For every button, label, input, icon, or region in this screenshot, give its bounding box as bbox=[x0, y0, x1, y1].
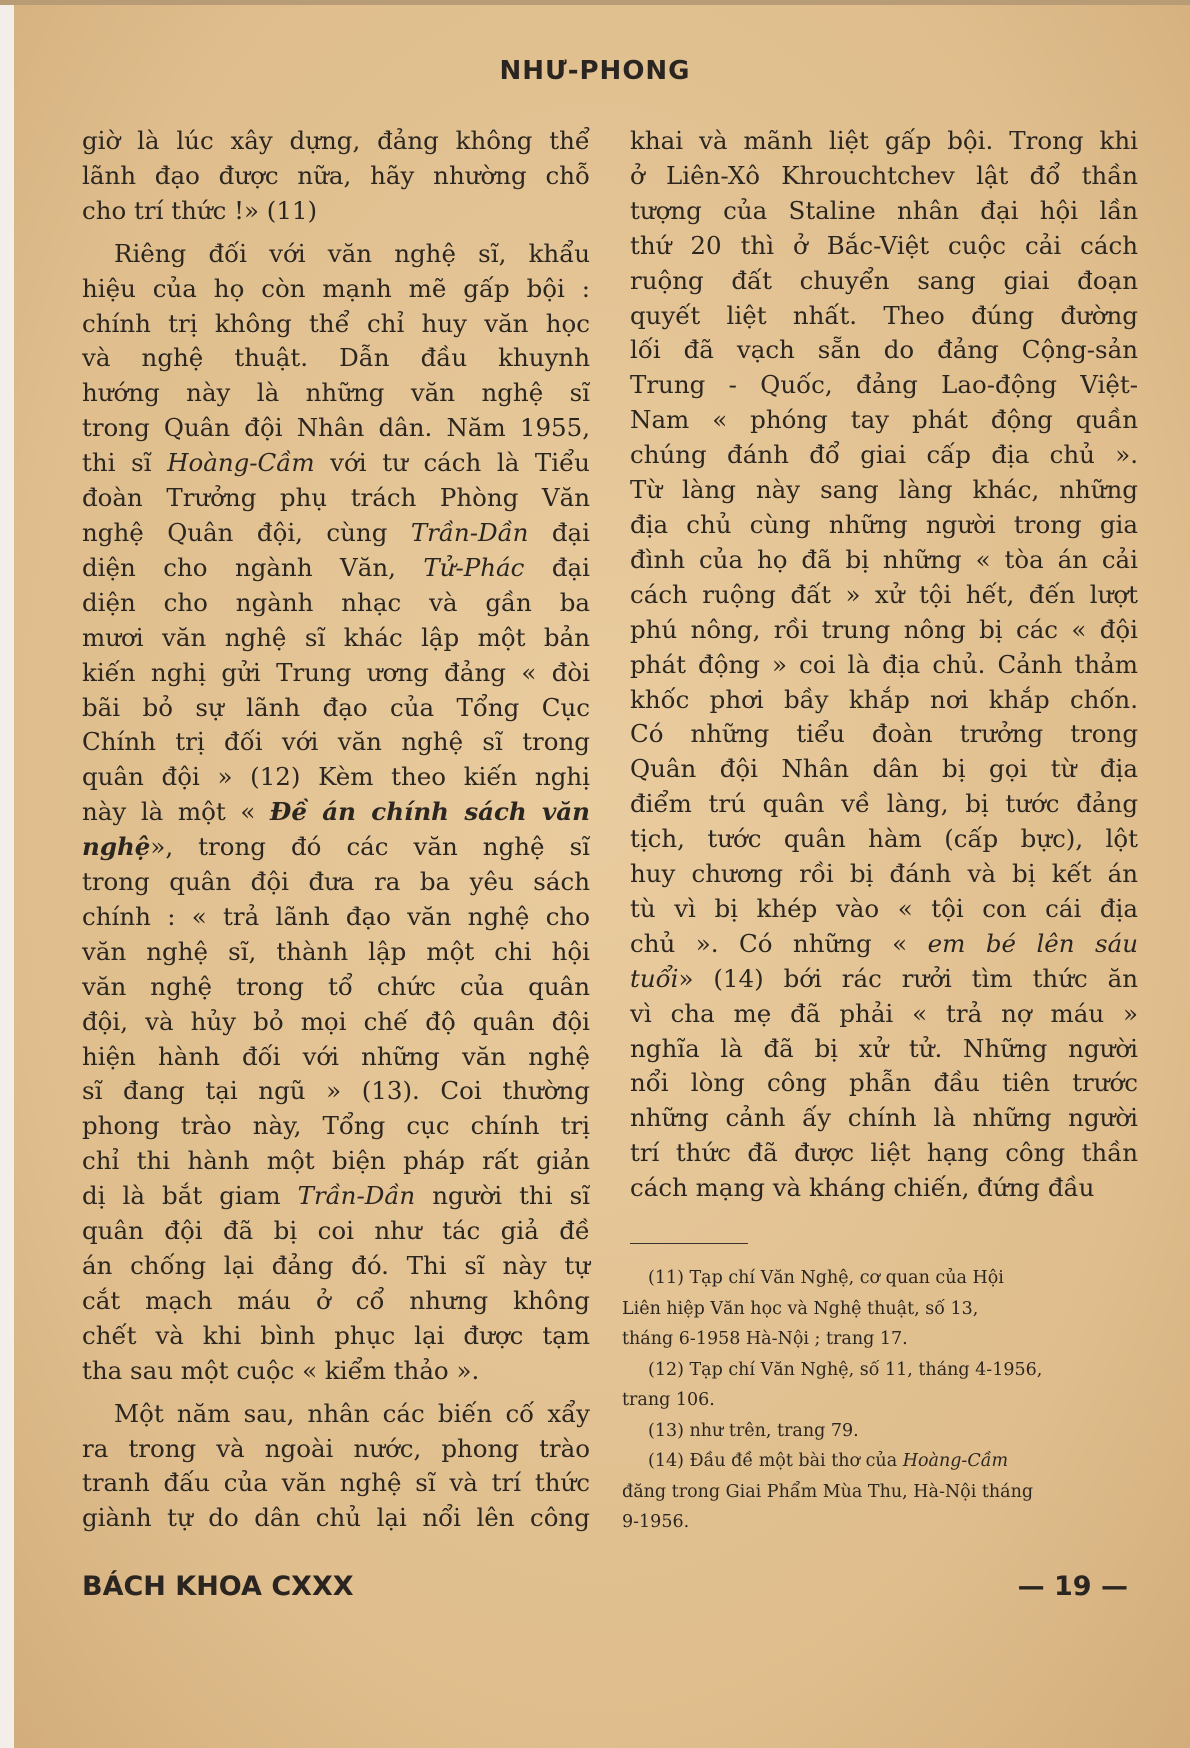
text-line: diện cho ngành nhạc và gần ba bbox=[82, 587, 590, 617]
text-line: chúng đánh đổ giai cấp địa chủ ». bbox=[630, 440, 1138, 470]
text-line: phát động » coi là địa chủ. Cảnh thảm bbox=[630, 649, 1138, 679]
text-run: đại bbox=[551, 552, 590, 582]
footnote-11 bbox=[622, 1263, 1130, 1355]
poet-name: Trần-Dần bbox=[410, 517, 529, 547]
text-line bbox=[82, 446, 590, 481]
footnote-text: trang 106. bbox=[622, 1390, 715, 1410]
text-line: phong trào này, Tổng cục chính trị bbox=[82, 1111, 590, 1141]
text-line: cách ruộng đất » xử tội hết, đến lượt bbox=[630, 579, 1138, 609]
footnote-14 bbox=[622, 1446, 1130, 1538]
footnotes bbox=[622, 1263, 1130, 1538]
text-line: bãi bỏ sự lãnh đạo của Tổng Cục bbox=[82, 692, 590, 722]
text-line: hiệu của họ còn mạnh mẽ gấp bội : bbox=[82, 273, 590, 303]
composer-name: Tử-Phác bbox=[423, 552, 525, 582]
text-line: cách mạng và kháng chiến, đứng đầu bbox=[630, 1173, 1095, 1203]
text-line: tù vì bị khép vào « tội con cái địa bbox=[630, 893, 1138, 923]
page-top-edge bbox=[0, 0, 1190, 5]
text-run: với tư cách là Tiểu bbox=[330, 448, 590, 478]
text-line: án chống lại đảng đó. Thi sĩ này tự bbox=[82, 1251, 590, 1280]
running-head: NHƯ-PHONG bbox=[499, 56, 691, 86]
text-run: thi sĩ bbox=[82, 448, 152, 478]
text-line: lãnh đạo được nữa, hãy nhường chỗ bbox=[82, 160, 590, 190]
text-line: giờ là lúc xây dựng, đảng không thể bbox=[82, 126, 590, 155]
text-run: chủ ». Có những « bbox=[630, 928, 908, 958]
text-line: cắt mạch máu ở cổ nhưng không bbox=[82, 1285, 590, 1315]
text-line bbox=[630, 962, 1138, 997]
text-line: lối đã vạch sẵn do đảng Cộng-sản bbox=[630, 335, 1138, 365]
footnote-rule bbox=[630, 1243, 748, 1244]
footnote-text: 9-1956. bbox=[622, 1512, 690, 1532]
text-run: nghệ Quân đội, cùng bbox=[82, 517, 388, 547]
footnote-text: đăng trong Giai Phẩm Mùa Thu, Hà-Nội tháng bbox=[622, 1481, 1034, 1502]
footnote-text: (14) Đầu đề một bài thơ của bbox=[648, 1451, 898, 1471]
document-title bbox=[270, 797, 590, 826]
text-run: này là một « bbox=[82, 797, 256, 827]
text-line: kiến nghị gửi Trung ương đảng « đòi bbox=[82, 657, 590, 687]
page-edge bbox=[0, 0, 14, 1748]
text-line: quân đội » (12) Kèm theo kiến nghị bbox=[82, 762, 590, 792]
footnote-text: tháng 6-1958 Hà-Nội ; trang 17. bbox=[622, 1329, 908, 1349]
text-line: ở Liên-Xô Khrouchtchev lật đổ thần bbox=[630, 160, 1138, 190]
text-line: nghĩa là đã bị xử tử. Những người bbox=[630, 1033, 1138, 1063]
text-line: giành tự do dân chủ lại nổi lên công bbox=[82, 1503, 590, 1533]
text-line: Nam « phóng tay phát động quần bbox=[630, 405, 1138, 435]
text-line: mươi văn nghệ sĩ khác lập một bản bbox=[82, 622, 590, 652]
text-line: Riêng đối với văn nghệ sĩ, khẩu bbox=[114, 238, 590, 268]
text-line: hướng này là những văn nghệ sĩ bbox=[82, 378, 590, 408]
text-line: ra trong và ngoài nước, phong trào bbox=[82, 1433, 590, 1463]
document-title-end bbox=[82, 832, 150, 861]
text-line: tịch, tước quân hàm (cấp bực), lột bbox=[630, 824, 1138, 854]
text-line: Một năm sau, nhân các biến cố xẩy bbox=[114, 1398, 590, 1428]
text-line: phú nông, rồi trung nông bị các « đội bbox=[630, 614, 1138, 644]
footnote-text: (11) Tạp chí Văn Nghệ, cơ quan của Hội bbox=[648, 1268, 1004, 1288]
text-line: khốc phơi bầy khắp nơi khắp chốn. bbox=[630, 684, 1138, 714]
text-line: quyết liệt nhất. Theo đúng đường bbox=[630, 300, 1138, 330]
text-run: người thi sĩ bbox=[432, 1181, 590, 1211]
text-line bbox=[82, 830, 590, 865]
text-line: và nghệ thuật. Dẫn đầu khuynh bbox=[82, 343, 590, 373]
text-line: trong quân đội đưa ra ba yêu sách bbox=[82, 867, 590, 897]
footnote-text: Liên hiệp Văn học và Nghệ thuật, số 13, bbox=[622, 1298, 979, 1319]
text-line: huy chương rồi bị đánh và bị kết án bbox=[630, 859, 1138, 889]
text-line: tượng của Staline nhân đại hội lần bbox=[630, 195, 1138, 225]
text-line: tranh đấu của văn nghệ sĩ và trí thức bbox=[82, 1468, 590, 1498]
text-line: địa chủ cùng những người trong gia bbox=[630, 509, 1138, 539]
text-line bbox=[82, 795, 590, 830]
text-line: Có những tiểu đoàn trưởng trong bbox=[630, 719, 1138, 749]
text-line: Chính trị đối với văn nghệ sĩ trong bbox=[82, 727, 590, 757]
text-line: trí thức đã được liệt hạng công thần bbox=[630, 1138, 1138, 1168]
text-run: diện cho ngành Văn, bbox=[82, 552, 396, 582]
text-line: trong Quân đội Nhân dân. Năm 1955, bbox=[82, 413, 590, 443]
footnote-13: (13) như trên, trang 79. bbox=[648, 1420, 859, 1441]
text-run: » (14) bới rác rưởi tìm thức ăn bbox=[678, 963, 1138, 993]
left-column bbox=[82, 124, 590, 1536]
poet-name: Hoàng-Cầm bbox=[902, 1451, 1009, 1471]
text-line: thứ 20 thì ở Bắc-Việt cuộc cải cách bbox=[630, 230, 1138, 260]
text-line: khai và mãnh liệt gấp bội. Trong khi bbox=[630, 126, 1138, 155]
text-line: đoàn Trưởng phụ trách Phòng Văn bbox=[82, 483, 590, 513]
text-line: sĩ đang tại ngũ » (13). Coi thường bbox=[82, 1076, 590, 1106]
text-line: đội, và hủy bỏ mọi chế độ quân đội bbox=[82, 1006, 590, 1036]
text-line bbox=[82, 516, 590, 551]
poet-name: Hoàng-Cầm bbox=[167, 448, 315, 478]
text-line: quân đội đã bị coi như tác giả đề bbox=[82, 1216, 590, 1246]
text-line: hiện hành đối với những văn nghệ bbox=[82, 1041, 590, 1071]
text-line: nổi lòng công phẫn đầu tiên trước bbox=[630, 1068, 1138, 1098]
text-line: chính trị không thể chỉ huy văn học bbox=[82, 308, 590, 338]
text-run: dị là bắt giam bbox=[82, 1181, 281, 1211]
text-line: chính : « trả lãnh đạo văn nghệ cho bbox=[82, 901, 590, 931]
text-line: đình của họ đã bị những « tòa án cải bbox=[630, 544, 1138, 574]
text-line: chết và khi bình phục lại được tạm bbox=[82, 1320, 590, 1350]
text-line: những cảnh ấy chính là những người bbox=[630, 1103, 1138, 1133]
poem-title: em bé lên sáu bbox=[927, 928, 1138, 958]
text-line: Quân đội Nhân dân bị gọi từ địa bbox=[630, 754, 1138, 784]
text-line bbox=[630, 927, 1138, 962]
text-line bbox=[82, 551, 590, 586]
text-line bbox=[82, 1179, 590, 1214]
poet-name: Trần-Dần bbox=[297, 1181, 416, 1211]
text-line: văn nghệ sĩ, thành lập một chi hội bbox=[82, 936, 590, 966]
publication-name: BÁCH KHOA CXXX bbox=[82, 1571, 354, 1602]
poem-title-end: tuổi bbox=[630, 963, 679, 993]
footnote-text: (12) Tạp chí Văn Nghệ, số 11, tháng 4-1956, bbox=[648, 1359, 1043, 1380]
document-title-text: Đề án chính sách văn bbox=[269, 797, 590, 827]
document-title-text: nghệ bbox=[82, 832, 151, 862]
text-run: đại bbox=[551, 517, 591, 547]
page-number: — 19 — bbox=[1017, 1571, 1128, 1602]
text-line: Trung - Quốc, đảng Lao-động Việt- bbox=[630, 370, 1138, 400]
text-line: cho trí thức !» (11) bbox=[82, 195, 318, 225]
text-line: vì cha mẹ đã phải « trả nợ máu » bbox=[630, 998, 1138, 1028]
text-run: », trong đó các văn nghệ sĩ bbox=[150, 832, 590, 862]
text-line: văn nghệ trong tổ chức của quân bbox=[82, 971, 590, 1001]
text-line: Từ làng này sang làng khác, những bbox=[630, 475, 1138, 505]
text-line: điểm trú quân về làng, bị tước đảng bbox=[630, 789, 1138, 819]
right-column bbox=[630, 124, 1138, 1206]
footnote-12 bbox=[622, 1355, 1130, 1416]
text-line: ruộng đất chuyển sang giai đoạn bbox=[630, 265, 1138, 295]
text-line: chỉ thi hành một biện pháp rất giản bbox=[82, 1146, 590, 1176]
text-line: tha sau một cuộc « kiểm thảo ». bbox=[82, 1355, 480, 1385]
